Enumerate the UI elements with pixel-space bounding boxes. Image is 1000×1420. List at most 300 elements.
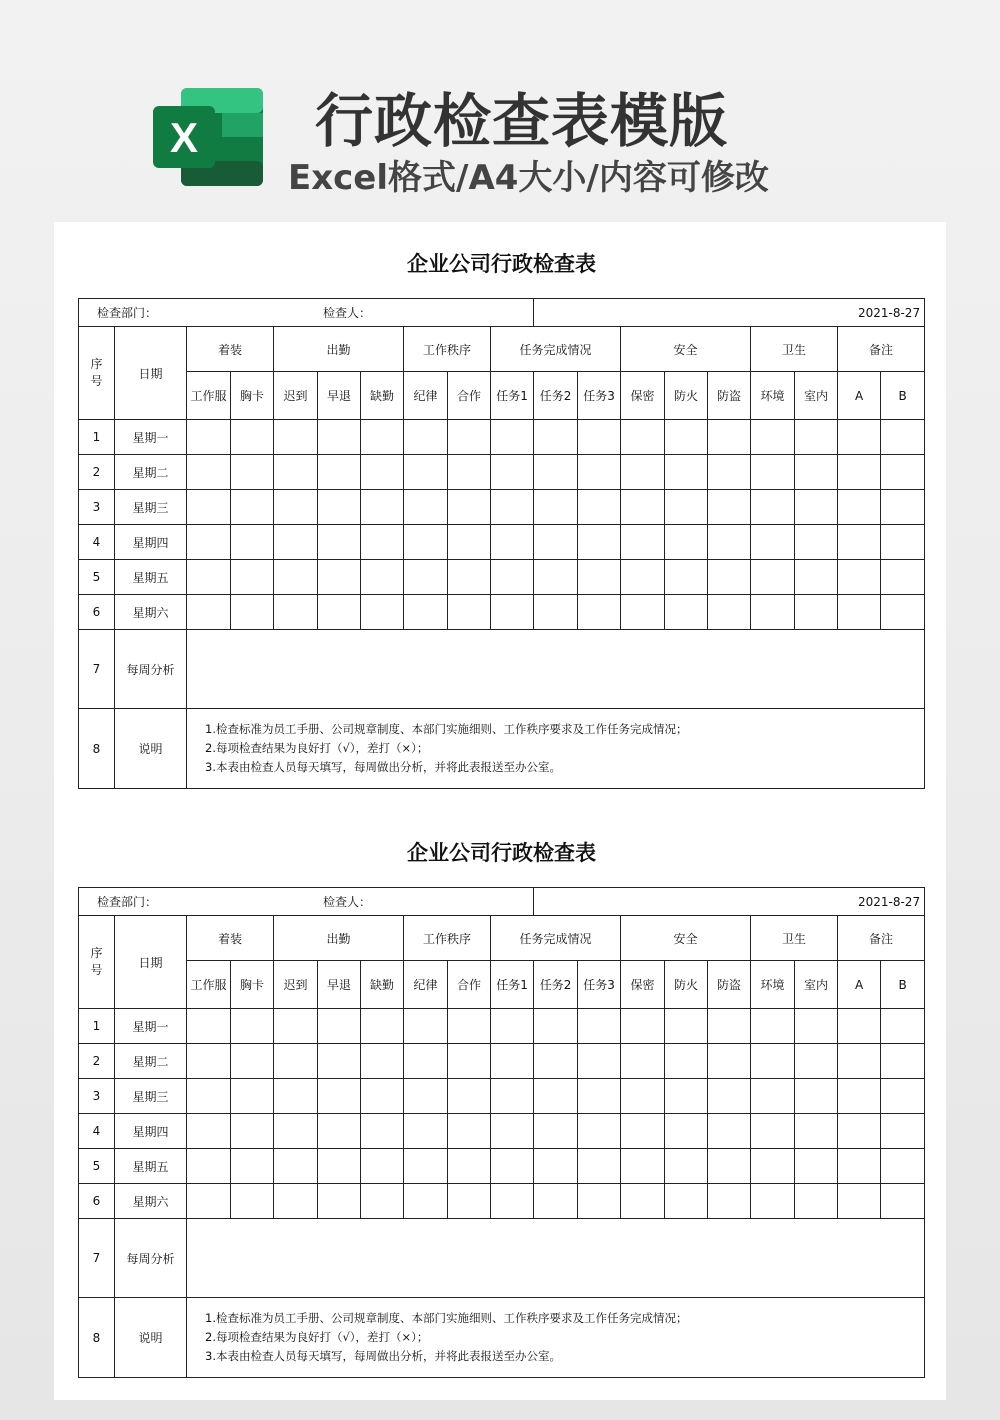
grid-cell[interactable] xyxy=(795,420,838,455)
grid-cell[interactable] xyxy=(404,595,448,630)
grid-cell[interactable] xyxy=(534,1114,578,1149)
grid-cell[interactable] xyxy=(881,490,925,525)
grid-cell[interactable] xyxy=(795,1114,838,1149)
grid-cell[interactable] xyxy=(751,595,795,630)
grid-cell[interactable] xyxy=(534,1079,578,1114)
grid-cell[interactable] xyxy=(361,1114,404,1149)
grid-cell[interactable] xyxy=(708,525,751,560)
grid-cell[interactable] xyxy=(534,1044,578,1079)
grid-cell[interactable] xyxy=(795,455,838,490)
grid-cell[interactable] xyxy=(491,1009,534,1044)
subcol-header: 缺勤 xyxy=(361,372,404,420)
grid-cell[interactable] xyxy=(881,1044,925,1079)
grid-cell[interactable] xyxy=(621,490,665,525)
grid-cell[interactable] xyxy=(361,525,404,560)
inspector-label: 检查人： xyxy=(323,306,372,320)
grid-cell[interactable] xyxy=(838,420,881,455)
grid-cell[interactable] xyxy=(318,1149,361,1184)
grid-cell[interactable] xyxy=(361,1079,404,1114)
grid-cell[interactable] xyxy=(708,1079,751,1114)
dept-label: 检查部门： xyxy=(97,895,158,909)
inspector-label: 检查人： xyxy=(323,895,372,909)
grid-cell[interactable] xyxy=(665,595,708,630)
grid-cell[interactable] xyxy=(187,1079,231,1114)
grid-cell[interactable] xyxy=(318,490,361,525)
grid-cell[interactable] xyxy=(665,490,708,525)
grid-cell[interactable] xyxy=(274,420,318,455)
grid-cell[interactable] xyxy=(534,560,578,595)
grid-cell[interactable] xyxy=(751,490,795,525)
notes-row xyxy=(79,709,925,789)
grid-cell[interactable] xyxy=(274,560,318,595)
row-number: 1 xyxy=(79,420,115,455)
grid-cell[interactable] xyxy=(274,1079,318,1114)
grid-cell[interactable] xyxy=(881,525,925,560)
grid-cell[interactable] xyxy=(838,595,881,630)
subcol-header: 任务2 xyxy=(534,372,578,420)
group-header: 安全 xyxy=(621,327,751,372)
grid-cell[interactable] xyxy=(881,1149,925,1184)
grid-cell[interactable] xyxy=(404,490,448,525)
grid-cell[interactable] xyxy=(534,1149,578,1184)
grid-cell[interactable] xyxy=(578,420,621,455)
grid-cell[interactable] xyxy=(838,1079,881,1114)
grid-cell[interactable] xyxy=(361,595,404,630)
grid-cell[interactable] xyxy=(231,1044,274,1079)
row-number: 2 xyxy=(79,455,115,490)
grid-cell[interactable] xyxy=(795,525,838,560)
grid-cell[interactable] xyxy=(621,455,665,490)
grid-cell[interactable] xyxy=(187,525,231,560)
row-number: 4 xyxy=(79,525,115,560)
table-row xyxy=(79,1044,925,1079)
subcol-header: A xyxy=(838,961,881,1009)
grid-cell[interactable] xyxy=(361,455,404,490)
grid-cell[interactable] xyxy=(665,1009,708,1044)
grid-cell[interactable] xyxy=(448,1079,491,1114)
grid-cell[interactable] xyxy=(751,1009,795,1044)
grid-cell[interactable] xyxy=(231,420,274,455)
info-row xyxy=(79,299,925,327)
grid-cell[interactable] xyxy=(318,455,361,490)
grid-cell[interactable] xyxy=(665,420,708,455)
group-header: 安全 xyxy=(621,916,751,961)
grid-cell[interactable] xyxy=(274,455,318,490)
row-number: 5 xyxy=(79,1149,115,1184)
table-row xyxy=(79,1079,925,1114)
grid-cell[interactable] xyxy=(187,420,231,455)
subcol-header: 室内 xyxy=(795,372,838,420)
grid-cell[interactable] xyxy=(448,1149,491,1184)
grid-cell[interactable] xyxy=(274,1114,318,1149)
grid-cell[interactable] xyxy=(448,455,491,490)
grid-cell[interactable] xyxy=(361,560,404,595)
subcol-header: 防火 xyxy=(665,372,708,420)
note-line: 1.检查标准为员工手册、公司规章制度、本部门实施细则、工作秩序要求及工作任务完成情况； xyxy=(205,1311,688,1325)
grid-cell[interactable] xyxy=(534,525,578,560)
grid-cell[interactable] xyxy=(491,525,534,560)
grid-cell[interactable] xyxy=(534,1009,578,1044)
grid-cell[interactable] xyxy=(795,1044,838,1079)
grid-cell[interactable] xyxy=(361,1149,404,1184)
row-number: 6 xyxy=(79,1184,115,1219)
grid-cell[interactable] xyxy=(621,525,665,560)
row-day: 星期三 xyxy=(115,490,187,525)
grid-cell[interactable] xyxy=(578,525,621,560)
grid-cell[interactable] xyxy=(318,595,361,630)
grid-cell[interactable] xyxy=(187,1184,231,1219)
grid-cell[interactable] xyxy=(448,595,491,630)
group-header: 工作秩序 xyxy=(404,916,491,961)
subcol-header: 工作服 xyxy=(187,961,231,1009)
grid-cell[interactable] xyxy=(838,560,881,595)
grid-cell[interactable] xyxy=(621,1079,665,1114)
grid-cell[interactable] xyxy=(231,1114,274,1149)
grid-cell[interactable] xyxy=(318,1044,361,1079)
row-number: 6 xyxy=(79,595,115,630)
weekly-analysis-row xyxy=(79,630,925,709)
row-number: 5 xyxy=(79,560,115,595)
logo-letter: X xyxy=(169,114,199,161)
grid-cell[interactable] xyxy=(665,1184,708,1219)
grid-cell[interactable] xyxy=(231,1079,274,1114)
grid-cell[interactable] xyxy=(708,1009,751,1044)
grid-cell[interactable] xyxy=(404,1079,448,1114)
sheet-title: 企业公司行政检查表 xyxy=(407,252,596,276)
subcol-header-row xyxy=(79,372,925,420)
weekly-analysis-cell[interactable] xyxy=(187,630,925,709)
subcol-header: 任务1 xyxy=(491,372,534,420)
grid-cell[interactable] xyxy=(881,1009,925,1044)
grid-cell[interactable] xyxy=(881,1114,925,1149)
grid-cell[interactable] xyxy=(274,1184,318,1219)
grid-cell[interactable] xyxy=(404,455,448,490)
note-line: 1.检查标准为员工手册、公司规章制度、本部门实施细则、工作秩序要求及工作任务完成情况； xyxy=(205,722,688,736)
grid-cell[interactable] xyxy=(274,595,318,630)
grid-cell[interactable] xyxy=(448,1044,491,1079)
sheet-title: 企业公司行政检查表 xyxy=(407,841,596,865)
grid-cell[interactable] xyxy=(491,1079,534,1114)
row-day: 星期四 xyxy=(115,1114,187,1149)
group-header: 备注 xyxy=(838,916,925,961)
grid-cell[interactable] xyxy=(665,1114,708,1149)
grid-cell[interactable] xyxy=(621,1009,665,1044)
grid-cell[interactable] xyxy=(361,420,404,455)
grid-cell[interactable] xyxy=(231,1009,274,1044)
grid-cell[interactable] xyxy=(665,525,708,560)
subcol-header: 任务1 xyxy=(491,961,534,1009)
row-day: 星期三 xyxy=(115,1079,187,1114)
subcol-header: A xyxy=(838,372,881,420)
grid-cell[interactable] xyxy=(231,525,274,560)
grid-cell[interactable] xyxy=(491,560,534,595)
grid-cell[interactable] xyxy=(361,1184,404,1219)
grid-cell[interactable] xyxy=(534,455,578,490)
excel-logo-icon xyxy=(153,86,265,188)
grid-cell[interactable] xyxy=(578,1114,621,1149)
subcol-header: 环境 xyxy=(751,961,795,1009)
note-line: 2.每项检查结果为良好打（√），差打（×）； xyxy=(205,741,429,755)
grid-cell[interactable] xyxy=(708,560,751,595)
grid-cell[interactable] xyxy=(795,1079,838,1114)
subcol-header: 室内 xyxy=(795,961,838,1009)
grid-cell[interactable] xyxy=(231,560,274,595)
grid-cell[interactable] xyxy=(578,595,621,630)
notes-row xyxy=(79,1298,925,1378)
grid-cell[interactable] xyxy=(491,455,534,490)
grid-cell[interactable] xyxy=(404,1149,448,1184)
grid-cell[interactable] xyxy=(274,1009,318,1044)
grid-cell[interactable] xyxy=(578,1079,621,1114)
grid-cell[interactable] xyxy=(231,490,274,525)
subcol-header: B xyxy=(881,961,925,1009)
grid-cell[interactable] xyxy=(187,490,231,525)
grid-cell[interactable] xyxy=(751,1114,795,1149)
grid-cell[interactable] xyxy=(187,1149,231,1184)
grid-cell[interactable] xyxy=(187,1009,231,1044)
subcol-header: 工作服 xyxy=(187,372,231,420)
grid-cell[interactable] xyxy=(665,1079,708,1114)
grid-cell[interactable] xyxy=(404,1114,448,1149)
subcol-header: 防盗 xyxy=(708,961,751,1009)
grid-cell[interactable] xyxy=(318,1114,361,1149)
grid-cell[interactable] xyxy=(448,420,491,455)
note-line: 3.本表由检查人员每天填写，每周做出分析，并将此表报送至办公室。 xyxy=(205,760,561,774)
grid-cell[interactable] xyxy=(448,1009,491,1044)
grid-cell[interactable] xyxy=(231,1149,274,1184)
grid-cell[interactable] xyxy=(187,455,231,490)
row-day: 星期五 xyxy=(115,560,187,595)
group-header: 着装 xyxy=(187,916,274,961)
grid-cell[interactable] xyxy=(274,1149,318,1184)
grid-cell[interactable] xyxy=(491,1149,534,1184)
group-header: 着装 xyxy=(187,327,274,372)
grid-cell[interactable] xyxy=(274,490,318,525)
grid-cell[interactable] xyxy=(231,455,274,490)
weekly-label: 每周分析 xyxy=(115,1219,187,1298)
info-row xyxy=(79,888,925,916)
grid-cell[interactable] xyxy=(838,1044,881,1079)
row-day: 星期五 xyxy=(115,1149,187,1184)
grid-cell[interactable] xyxy=(838,490,881,525)
grid-cell[interactable] xyxy=(318,560,361,595)
grid-cell[interactable] xyxy=(448,1114,491,1149)
grid-cell[interactable] xyxy=(404,420,448,455)
note-line: 3.本表由检查人员每天填写，每周做出分析，并将此表报送至办公室。 xyxy=(205,1349,561,1363)
grid-cell[interactable] xyxy=(578,560,621,595)
grid-cell[interactable] xyxy=(708,595,751,630)
row-number: 4 xyxy=(79,1114,115,1149)
row-day: 星期二 xyxy=(115,1044,187,1079)
grid-cell[interactable] xyxy=(621,1184,665,1219)
grid-cell[interactable] xyxy=(491,1114,534,1149)
grid-cell[interactable] xyxy=(708,1044,751,1079)
date-value: 2021-8-27 xyxy=(534,299,925,327)
grid-cell[interactable] xyxy=(881,1184,925,1219)
table-row xyxy=(79,525,925,560)
grid-cell[interactable] xyxy=(448,525,491,560)
grid-cell[interactable] xyxy=(881,420,925,455)
grid-cell[interactable] xyxy=(751,455,795,490)
grid-cell[interactable] xyxy=(665,455,708,490)
subcol-header: 早退 xyxy=(318,961,361,1009)
col-seq-header: 序 号 xyxy=(79,916,115,1009)
grid-cell[interactable] xyxy=(708,1184,751,1219)
grid-cell[interactable] xyxy=(881,1079,925,1114)
weekly-analysis-cell[interactable] xyxy=(187,1219,925,1298)
info-left-cell xyxy=(79,299,534,327)
grid-cell[interactable] xyxy=(881,595,925,630)
subcol-header: 迟到 xyxy=(274,961,318,1009)
grid-cell[interactable] xyxy=(318,1009,361,1044)
grid-cell[interactable] xyxy=(404,1044,448,1079)
grid-cell[interactable] xyxy=(274,1044,318,1079)
subcol-header: 胸卡 xyxy=(231,372,274,420)
subcol-header: 胸卡 xyxy=(231,961,274,1009)
grid-cell[interactable] xyxy=(795,595,838,630)
grid-cell[interactable] xyxy=(231,1184,274,1219)
group-header: 备注 xyxy=(838,327,925,372)
weekly-analysis-row xyxy=(79,1219,925,1298)
grid-cell[interactable] xyxy=(751,1044,795,1079)
row-number: 7 xyxy=(79,630,115,709)
grid-cell[interactable] xyxy=(534,595,578,630)
grid-cell[interactable] xyxy=(795,1009,838,1044)
grid-cell[interactable] xyxy=(578,455,621,490)
grid-cell[interactable] xyxy=(751,420,795,455)
page-title: 行政检查表模版 xyxy=(315,87,729,155)
grid-cell[interactable] xyxy=(274,525,318,560)
grid-cell[interactable] xyxy=(621,595,665,630)
subcol-header: 迟到 xyxy=(274,372,318,420)
grid-cell[interactable] xyxy=(795,1149,838,1184)
group-header: 工作秩序 xyxy=(404,327,491,372)
group-header-row xyxy=(79,916,925,961)
grid-cell[interactable] xyxy=(491,1044,534,1079)
grid-cell[interactable] xyxy=(751,560,795,595)
table-row xyxy=(79,455,925,490)
grid-cell[interactable] xyxy=(621,1114,665,1149)
grid-cell[interactable] xyxy=(534,420,578,455)
grid-cell[interactable] xyxy=(534,1184,578,1219)
grid-cell[interactable] xyxy=(231,595,274,630)
table-row xyxy=(79,420,925,455)
grid-cell[interactable] xyxy=(751,525,795,560)
grid-cell[interactable] xyxy=(578,1149,621,1184)
subcol-header: 保密 xyxy=(621,961,665,1009)
notes-label: 说明 xyxy=(115,1298,187,1378)
grid-cell[interactable] xyxy=(795,560,838,595)
grid-cell[interactable] xyxy=(361,1044,404,1079)
grid-cell[interactable] xyxy=(404,1009,448,1044)
grid-cell[interactable] xyxy=(708,455,751,490)
table-row xyxy=(79,490,925,525)
grid-cell[interactable] xyxy=(491,595,534,630)
grid-cell[interactable] xyxy=(708,1114,751,1149)
grid-cell[interactable] xyxy=(491,490,534,525)
row-day: 星期二 xyxy=(115,455,187,490)
dept-label: 检查部门： xyxy=(97,306,158,320)
row-day: 星期一 xyxy=(115,420,187,455)
grid-cell[interactable] xyxy=(361,490,404,525)
grid-cell[interactable] xyxy=(187,1114,231,1149)
grid-cell[interactable] xyxy=(621,1149,665,1184)
grid-cell[interactable] xyxy=(751,1184,795,1219)
grid-cell[interactable] xyxy=(578,1009,621,1044)
grid-cell[interactable] xyxy=(448,1184,491,1219)
inspection-table xyxy=(78,887,925,1378)
grid-cell[interactable] xyxy=(621,1044,665,1079)
grid-cell[interactable] xyxy=(838,525,881,560)
grid-cell[interactable] xyxy=(838,455,881,490)
grid-cell[interactable] xyxy=(838,1009,881,1044)
grid-cell[interactable] xyxy=(708,490,751,525)
grid-cell[interactable] xyxy=(838,1149,881,1184)
grid-cell[interactable] xyxy=(404,1184,448,1219)
grid-cell[interactable] xyxy=(838,1114,881,1149)
grid-cell[interactable] xyxy=(621,560,665,595)
group-header: 卫生 xyxy=(751,916,838,961)
grid-cell[interactable] xyxy=(578,1044,621,1079)
col-date-header: 日期 xyxy=(115,327,187,420)
info-left-cell xyxy=(79,888,534,916)
grid-cell[interactable] xyxy=(318,1079,361,1114)
grid-cell[interactable] xyxy=(881,560,925,595)
grid-cell[interactable] xyxy=(881,455,925,490)
row-number: 2 xyxy=(79,1044,115,1079)
grid-cell[interactable] xyxy=(491,420,534,455)
grid-cell[interactable] xyxy=(448,490,491,525)
grid-cell[interactable] xyxy=(751,1079,795,1114)
row-number: 8 xyxy=(79,1298,115,1378)
grid-cell[interactable] xyxy=(318,1184,361,1219)
subcol-header: 防盗 xyxy=(708,372,751,420)
grid-cell[interactable] xyxy=(318,525,361,560)
subcol-header: 任务3 xyxy=(578,372,621,420)
group-header: 任务完成情况 xyxy=(491,327,621,372)
subcol-header: B xyxy=(881,372,925,420)
grid-cell[interactable] xyxy=(187,595,231,630)
grid-cell[interactable] xyxy=(361,1009,404,1044)
grid-cell[interactable] xyxy=(187,1044,231,1079)
grid-cell[interactable] xyxy=(491,1184,534,1219)
grid-cell[interactable] xyxy=(318,420,361,455)
grid-cell[interactable] xyxy=(708,1149,751,1184)
grid-cell[interactable] xyxy=(448,560,491,595)
subcol-header: 缺勤 xyxy=(361,961,404,1009)
grid-cell[interactable] xyxy=(751,1149,795,1184)
grid-cell[interactable] xyxy=(187,560,231,595)
grid-cell[interactable] xyxy=(708,420,751,455)
group-header: 任务完成情况 xyxy=(491,916,621,961)
grid-cell[interactable] xyxy=(665,560,708,595)
paper xyxy=(54,222,946,1400)
grid-cell[interactable] xyxy=(838,1184,881,1219)
grid-cell[interactable] xyxy=(578,490,621,525)
grid-cell[interactable] xyxy=(665,1149,708,1184)
grid-cell[interactable] xyxy=(665,1044,708,1079)
grid-cell[interactable] xyxy=(795,490,838,525)
grid-cell[interactable] xyxy=(578,1184,621,1219)
grid-cell[interactable] xyxy=(621,420,665,455)
row-number: 3 xyxy=(79,1079,115,1114)
grid-cell[interactable] xyxy=(404,560,448,595)
subcol-header: 防火 xyxy=(665,961,708,1009)
grid-cell[interactable] xyxy=(795,1184,838,1219)
row-day: 星期六 xyxy=(115,595,187,630)
grid-cell[interactable] xyxy=(534,490,578,525)
grid-cell[interactable] xyxy=(404,525,448,560)
